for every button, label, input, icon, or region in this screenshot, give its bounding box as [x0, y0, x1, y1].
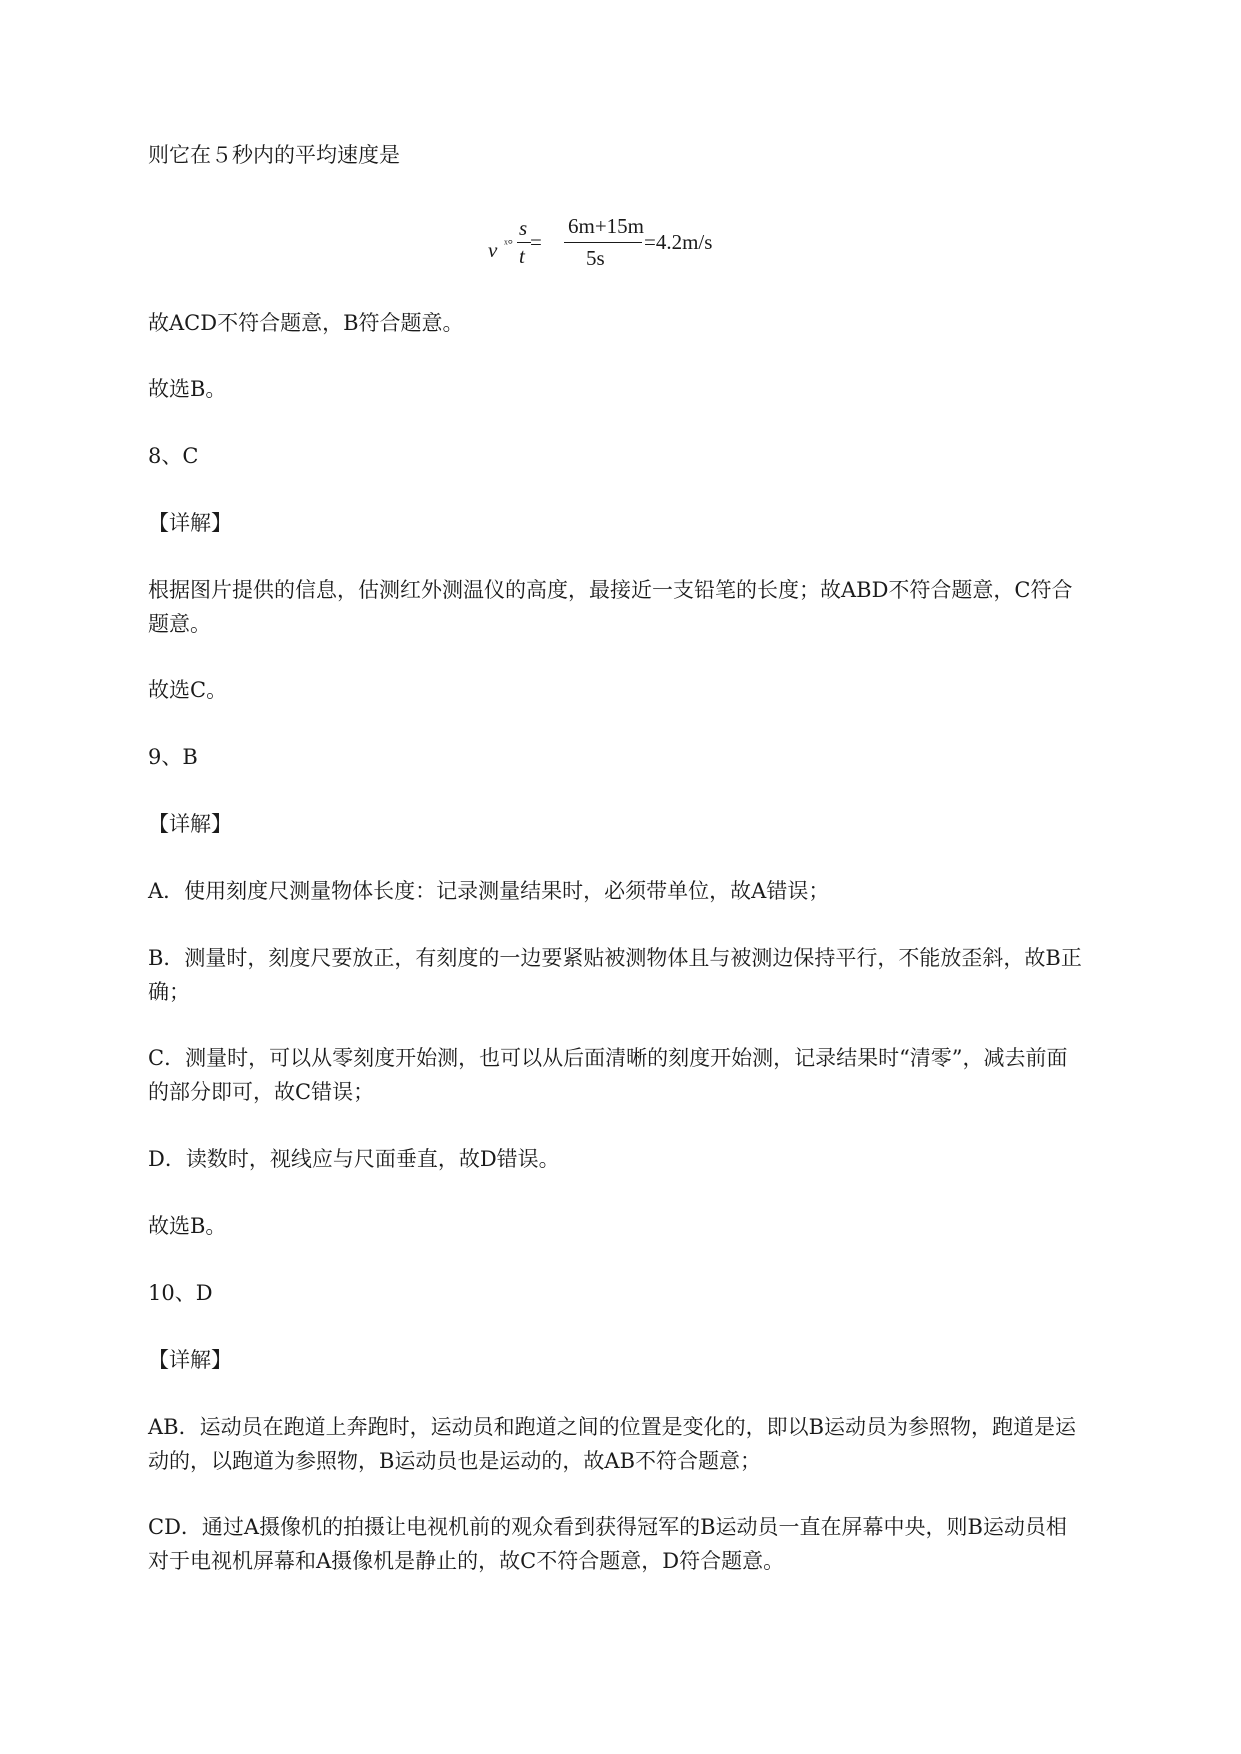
answer-heading: 8、C — [148, 444, 199, 468]
text-line: 的部分即可，故C错误； — [148, 1080, 375, 1104]
text-line: D．读数时，视线应与尺面垂直，故D错误。 — [148, 1147, 560, 1171]
text-line: 故选B。 — [148, 1214, 227, 1238]
text-line: 故ACD不符合题意，B符合题意。 — [148, 311, 464, 335]
section-label: 【详解】 — [148, 1348, 232, 1372]
formula-numerator: 6m+15m — [568, 214, 645, 238]
average-speed-formula — [488, 214, 800, 288]
answer-heading: 10、D — [148, 1281, 213, 1305]
formula-s: s — [519, 216, 528, 240]
answer-heading: 9、B — [148, 745, 198, 769]
fraction-bar-main — [564, 242, 642, 243]
text-line: A．使用刻度尺测量物体长度：记录测量结果时，必须带单位，故A错误； — [148, 879, 830, 903]
text-line: AB．运动员在跑道上奔跑时，运动员和跑道之间的位置是变化的，即以B运动员为参照物，跑道是运 — [148, 1415, 1077, 1439]
formula-artifact: ˣ° — [504, 236, 513, 251]
formula-equals: = — [530, 230, 542, 254]
formula-denominator: 5s — [586, 246, 605, 270]
section-label: 【详解】 — [148, 812, 232, 836]
text-line: 题意。 — [148, 612, 211, 636]
text-line: 对于电视机屏幕和A摄像机是静止的，故C不符合题意，D符合题意。 — [148, 1549, 785, 1573]
text-line: 故选C。 — [148, 678, 228, 702]
text-line: 则它在５秒内的平均速度是 — [148, 143, 400, 167]
formula-v: v — [488, 238, 498, 262]
section-label: 【详解】 — [148, 511, 232, 535]
text-line: 确； — [148, 980, 190, 1004]
text-line: 故选B。 — [148, 377, 227, 401]
text-line: 动的，以跑道为参照物，B运动员也是运动的，故AB不符合题意； — [148, 1449, 762, 1473]
text-line: C．测量时，可以从零刻度开始测，也可以从后面清晰的刻度开始测，记录结果时“清零”，减去前面 — [148, 1046, 1068, 1070]
text-line: CD．通过A摄像机的拍摄让电视机前的观众看到获得冠军的B运动员一直在屏幕中央，则B运动员相 — [148, 1515, 1067, 1539]
fraction-bar-small — [517, 242, 531, 243]
text-line: B．测量时，刻度尺要放正，有刻度的一边要紧贴被测物体且与被测边保持平行，不能放歪斜，故B正 — [148, 946, 1082, 970]
text-line: 根据图片提供的信息，估测红外测温仪的高度，最接近一支铅笔的长度；故ABD不符合题意，C符合 — [148, 578, 1073, 602]
formula-t: t — [519, 244, 525, 268]
formula-result: =4.2m/s — [644, 230, 713, 254]
